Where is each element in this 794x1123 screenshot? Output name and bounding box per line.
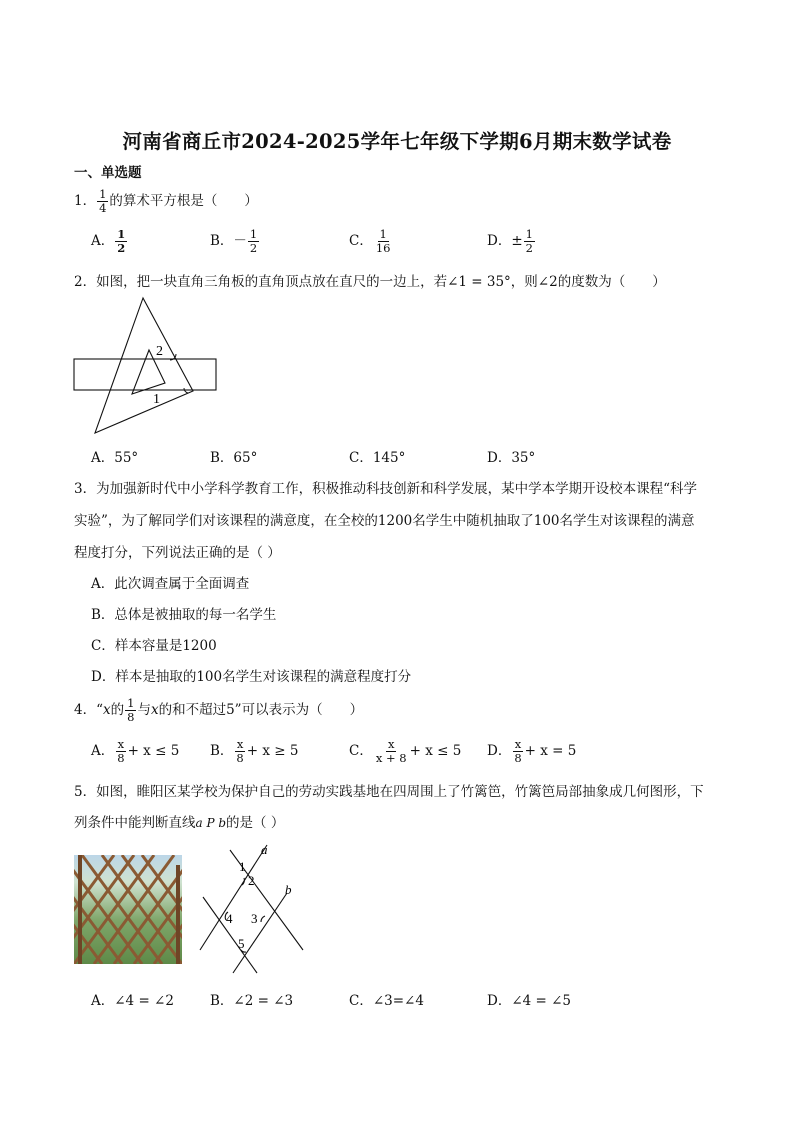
line-label-a: a [261, 842, 268, 857]
fraction [374, 738, 409, 765]
fraction-numerator: x [514, 737, 522, 751]
q5-option-d[interactable]: D．∠4 = ∠5 [487, 993, 572, 1009]
fraction-numerator: x [387, 737, 395, 751]
q3-option-c[interactable]: C．样本容量是1200 [91, 638, 217, 654]
option-expression: + x ≤ 5 [127, 743, 180, 759]
question-1-stem [74, 188, 258, 215]
fraction-numerator: 1 [379, 227, 387, 241]
option-expression: + x = 5 [524, 743, 577, 759]
question-text: 与 [137, 702, 151, 718]
question-text: 的和不超过5”可以表示为（ ） [158, 702, 364, 718]
question-2-stem: 2．如图，把一块直角三角板的直角顶点放在直尺的一边上，若∠1 = 35°，则∠2的度数为（ ） [74, 274, 666, 290]
q1-option-a[interactable] [91, 228, 128, 255]
question-number: 1． [74, 193, 97, 209]
parallel-condition: a P b [195, 816, 227, 830]
q3-option-a[interactable]: A．此次调查属于全面调查 [91, 576, 250, 592]
question-text: 的算术平方根是（ ） [109, 193, 258, 209]
fraction-denominator: 8 [236, 751, 244, 765]
fraction-denominator: x + 8 [375, 751, 407, 765]
option-sign: － [233, 233, 247, 249]
question-text: 列条件中能判断直线 [74, 815, 196, 831]
q2-option-a[interactable]: A．55° [91, 450, 139, 466]
q3-option-b[interactable]: B．总体是被抽取的每一名学生 [91, 607, 277, 623]
q4-option-a[interactable] [91, 738, 179, 765]
question-5-line-1: 5．如图，睢阳区某学校为保护自己的劳动实践基地在四周围上了竹篱笆，竹篱笆局部抽象成几何图形，下 [74, 784, 704, 800]
page-title: 河南省商丘市2024-2025学年七年级下学期6月期末数学试卷 [122, 130, 672, 153]
q2-option-b[interactable]: B．65° [210, 450, 258, 466]
fraction-numerator: 1 [99, 187, 107, 201]
fraction-numerator: 1 [249, 227, 258, 241]
fraction-denominator: 8 [514, 751, 522, 765]
option-label: A． [91, 743, 115, 759]
outer-triangle [95, 298, 193, 433]
fraction-denominator: 16 [375, 241, 391, 255]
question-text: 4．“ [74, 702, 103, 718]
fraction [374, 228, 393, 255]
parallel-lines-figure [195, 840, 305, 975]
section-heading: 一、单选题 [74, 165, 142, 181]
question-4-stem [74, 697, 363, 724]
fraction-numerator: 1 [525, 227, 533, 241]
fraction-numerator: 1 [117, 227, 126, 241]
angle-3-arc [261, 916, 265, 922]
fraction [115, 738, 126, 765]
option-label: D． [487, 743, 512, 759]
ruler-triangle-figure [70, 295, 230, 440]
option-label: D． [487, 233, 512, 249]
angle-label-3: 3 [251, 911, 258, 926]
ruler-shape [74, 359, 216, 390]
fraction-numerator: x [236, 737, 244, 751]
question-3-line-3: 程度打分，下列说法正确的是（ ） [74, 545, 281, 561]
fraction [524, 228, 535, 255]
variable-x: x [150, 702, 159, 718]
option-expression: + x ≤ 5 [409, 743, 462, 759]
line-a [200, 845, 267, 950]
bamboo-fence-photo [74, 855, 182, 964]
option-label: B． [210, 233, 234, 249]
variable-x: x [103, 702, 111, 718]
angle-label-1: 1 [239, 859, 246, 874]
fraction [97, 188, 108, 215]
fraction-denominator: 2 [249, 241, 258, 255]
angle-label-5: 5 [238, 936, 245, 951]
option-label: C． [349, 233, 373, 249]
fraction-denominator: 8 [117, 751, 125, 765]
question-3-line-1: 3．为加强新时代中小学科学教育工作，积极推动科技创新和科学发展，某中学本学期开设校本课程“科学 [74, 481, 697, 497]
fraction-numerator: 1 [127, 696, 135, 710]
angle-label-2: 2 [156, 344, 163, 359]
q4-option-b[interactable] [210, 738, 298, 765]
q4-option-c[interactable] [349, 738, 461, 765]
option-label: A． [91, 233, 115, 249]
transversal-2 [203, 897, 257, 973]
q5-option-b[interactable]: B．∠2 = ∠3 [210, 993, 294, 1009]
option-expression: + x ≥ 5 [246, 743, 299, 759]
line-b [233, 893, 287, 973]
question-text: 的 [110, 702, 125, 718]
q1-option-b[interactable] [210, 228, 260, 255]
fraction [115, 228, 127, 255]
fence-lattice [74, 855, 182, 964]
fraction [512, 738, 523, 765]
fraction-denominator: 2 [117, 241, 126, 255]
angle-label-1: 1 [153, 392, 160, 407]
fraction [248, 228, 259, 255]
angle-label-2: 2 [248, 873, 255, 888]
q4-option-d[interactable] [487, 738, 576, 765]
angle-label-4: 4 [226, 911, 233, 926]
fraction-denominator: 4 [99, 201, 107, 215]
option-label: B． [210, 743, 234, 759]
q2-option-d[interactable]: D．35° [487, 450, 536, 466]
q1-option-d[interactable] [487, 228, 536, 255]
question-5-line-2 [74, 811, 284, 831]
fraction-numerator: x [117, 737, 125, 751]
fraction [125, 697, 136, 724]
fraction-denominator: 8 [127, 710, 135, 724]
option-sign: ± [511, 233, 523, 249]
q1-option-c[interactable] [349, 228, 393, 255]
fraction-denominator: 2 [525, 241, 533, 255]
q5-option-a[interactable]: A．∠4 = ∠2 [91, 993, 174, 1009]
q2-option-c[interactable]: C．145° [349, 450, 406, 466]
fraction [234, 738, 245, 765]
question-3-line-2: 实验”，为了解同学们对该课程的满意度，在全校的1200名学生中随机抽取了100名学生对该课程的满意 [74, 513, 695, 529]
q3-option-d[interactable]: D．样本是抽取的100名学生对该课程的满意程度打分 [91, 669, 412, 685]
option-label: C． [349, 743, 373, 759]
line-label-b: b [285, 882, 292, 897]
question-text: 的是（ ） [226, 815, 285, 831]
q5-option-c[interactable]: C．∠3=∠4 [349, 993, 424, 1009]
